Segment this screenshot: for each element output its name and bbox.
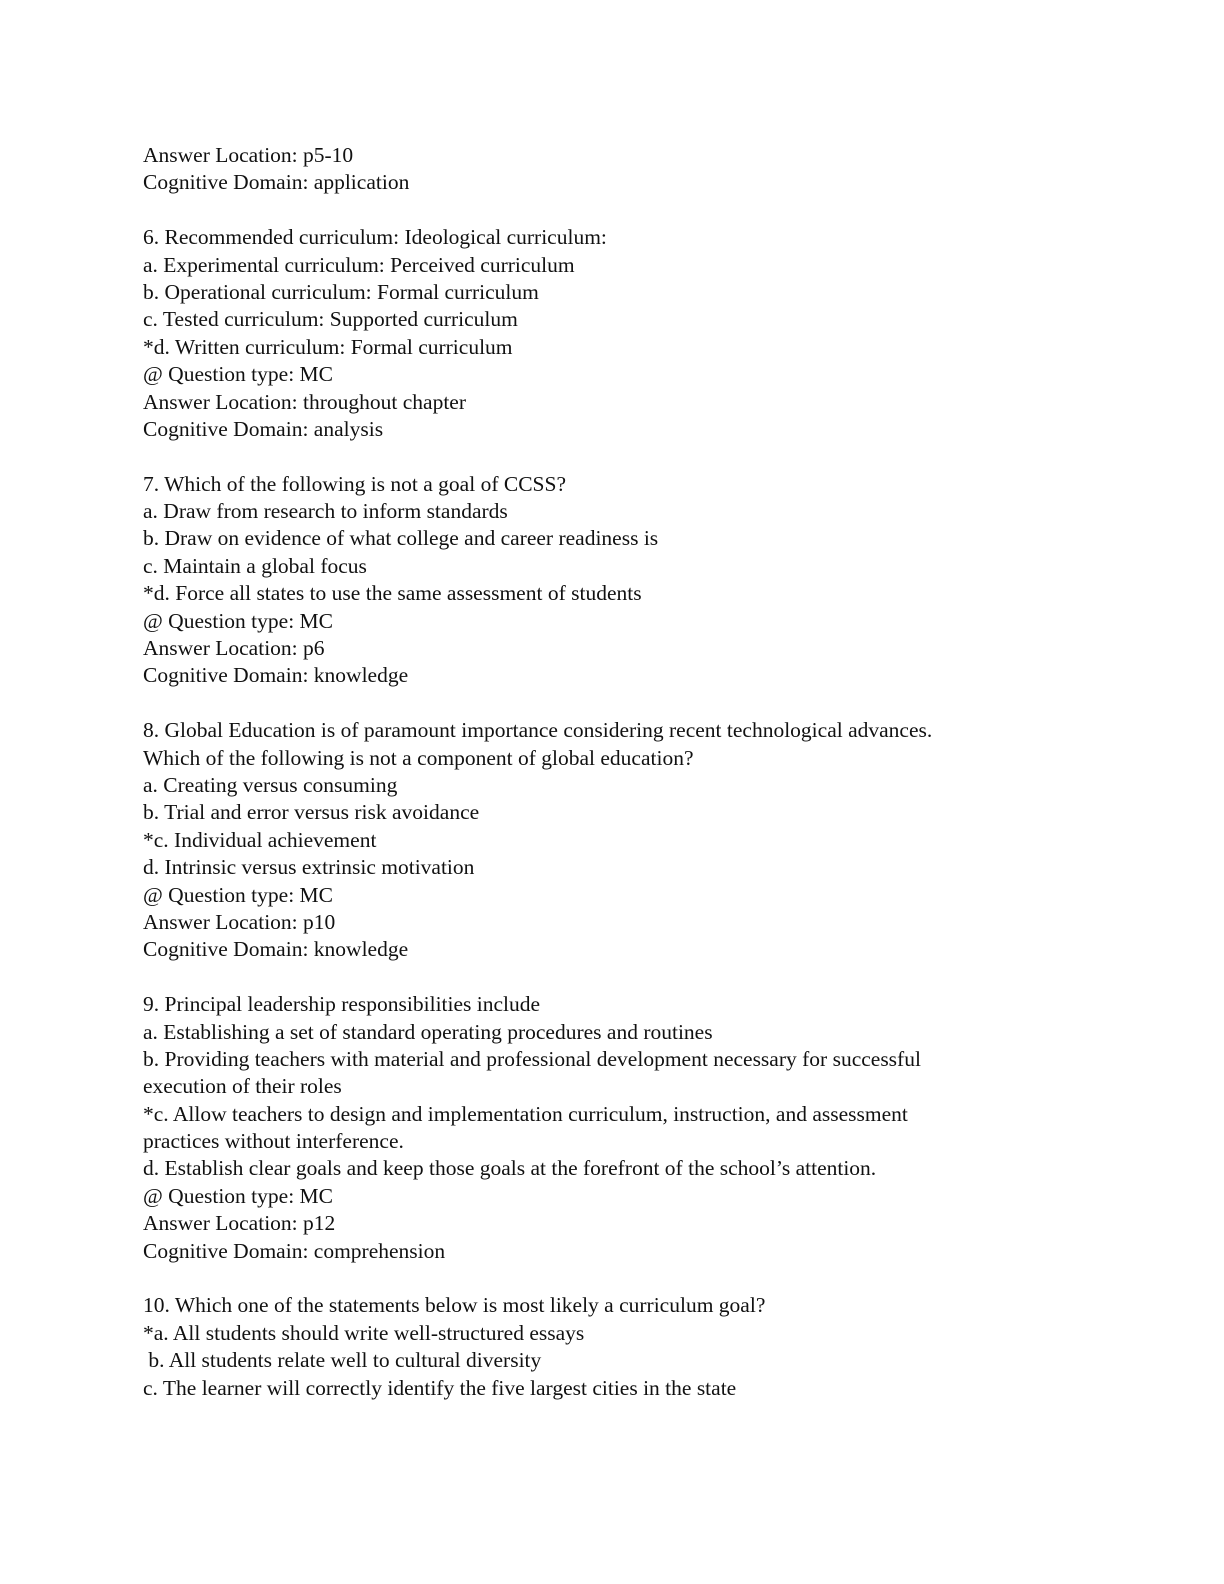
option-a: a. Creating versus consuming xyxy=(143,772,398,797)
option-b: b. Providing teachers with material and professional development necessary for successful xyxy=(143,1046,921,1071)
option-b: b. All students relate well to cultural diversity xyxy=(143,1348,542,1373)
option-c: c. Tested curriculum: Supported curriculum xyxy=(143,307,518,332)
document-page xyxy=(143,142,1103,1402)
spacer xyxy=(143,690,1103,717)
answer-location-line: Answer Location: p10 xyxy=(143,909,336,934)
answer-location-line: Answer Location: p5-10 xyxy=(143,143,354,167)
answer-location-line: Answer Location: throughout chapter xyxy=(143,389,467,414)
option-c: c. The learner will correctly identify the five largest cities in the state xyxy=(143,1375,737,1400)
option-d-correct: *d. Written curriculum: Formal curriculum xyxy=(143,334,513,359)
option-b: b. Operational curriculum: Formal curriculum xyxy=(143,279,539,304)
option-b: b. Draw on evidence of what college and career readiness is xyxy=(143,526,659,551)
answer-location-line: Answer Location: p12 xyxy=(143,1211,336,1236)
option-a: a. Experimental curriculum: Perceived curriculum xyxy=(143,252,575,277)
option-d-correct: *d. Force all states to use the same assessment of students xyxy=(143,581,642,606)
spacer xyxy=(143,964,1103,991)
option-b: b. Trial and error versus risk avoidance xyxy=(143,800,480,825)
question-6 xyxy=(143,224,1103,443)
option-d: d. Establish clear goals and keep those goals at the forefront of the school’s attention. xyxy=(143,1156,877,1181)
option-c-correct: *c. Individual achievement xyxy=(143,827,377,852)
question-type-line: @ Question type: MC xyxy=(143,882,334,907)
question-stem-continued: Which of the following is not a component of global education? xyxy=(143,745,694,770)
option-b-continued: execution of their roles xyxy=(143,1074,342,1099)
question-type-line: @ Question type: MC xyxy=(143,1183,334,1208)
cognitive-domain-line: Cognitive Domain: analysis xyxy=(143,416,384,441)
option-d: d. Intrinsic versus extrinsic motivation xyxy=(143,855,475,880)
question-7 xyxy=(143,471,1103,690)
spacer xyxy=(143,197,1103,224)
cognitive-domain-line: Cognitive Domain: comprehension xyxy=(143,1238,446,1263)
spacer xyxy=(143,1265,1103,1292)
question-8 xyxy=(143,717,1103,964)
option-a: a. Establishing a set of standard operating procedures and routines xyxy=(143,1019,713,1044)
option-c-correct: *c. Allow teachers to design and implementation curriculum, instruction, and assessment xyxy=(143,1101,908,1126)
cognitive-domain-line: Cognitive Domain: knowledge xyxy=(143,663,409,688)
option-c-continued: practices without interference. xyxy=(143,1129,404,1154)
question-stem: 7. Which of the following is not a goal of CCSS? xyxy=(143,471,566,496)
answer-location-line: Answer Location: p6 xyxy=(143,636,325,661)
question-stem: 10. Which one of the statements below is most likely a curriculum goal? xyxy=(143,1293,766,1318)
question-9 xyxy=(143,991,1103,1265)
intro-block xyxy=(143,142,1103,197)
question-type-line: @ Question type: MC xyxy=(143,362,334,387)
question-type-line: @ Question type: MC xyxy=(143,608,334,633)
question-10 xyxy=(143,1292,1103,1402)
question-stem: 9. Principal leadership responsibilities include xyxy=(143,992,541,1017)
cognitive-domain-line: Cognitive Domain: application xyxy=(143,170,410,195)
option-a: a. Draw from research to inform standards xyxy=(143,499,508,524)
spacer xyxy=(143,443,1103,470)
cognitive-domain-line: Cognitive Domain: knowledge xyxy=(143,937,409,962)
question-stem: 6. Recommended curriculum: Ideological curriculum: xyxy=(143,225,607,250)
option-c: c. Maintain a global focus xyxy=(143,553,367,578)
question-stem: 8. Global Education is of paramount importance considering recent technological advances. xyxy=(143,718,933,743)
option-a-correct: *a. All students should write well-structured essays xyxy=(143,1320,585,1345)
